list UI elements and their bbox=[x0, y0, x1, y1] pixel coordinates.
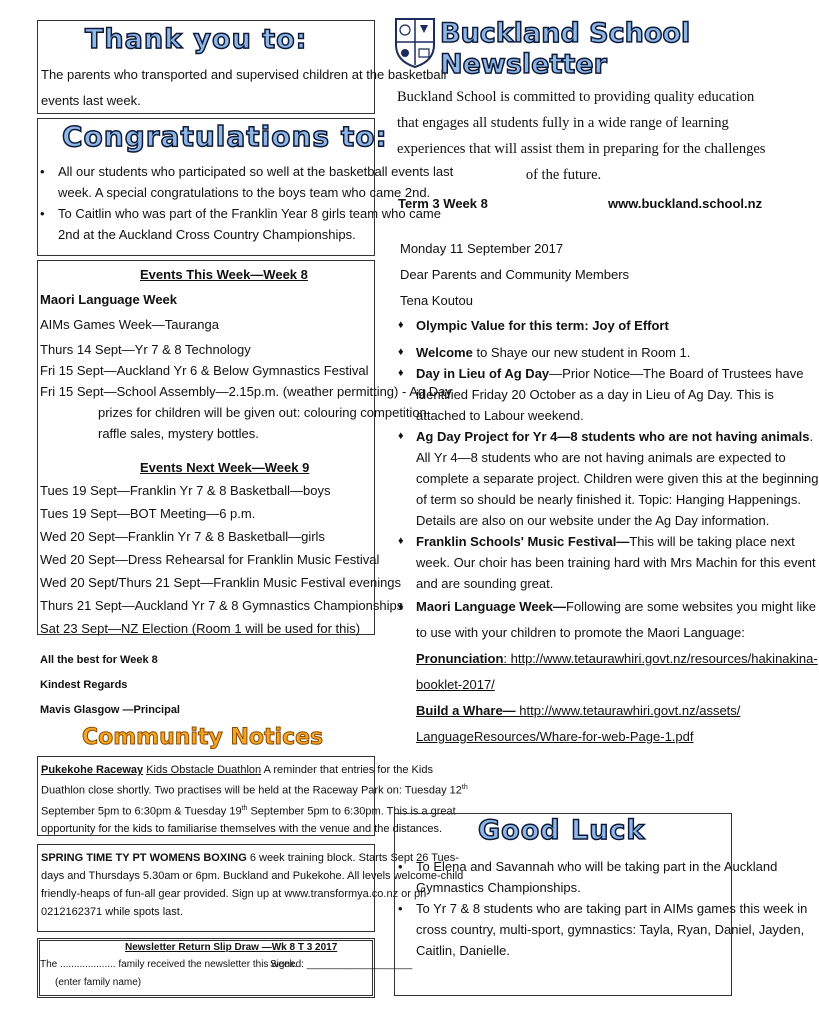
list-item: ♦ Ag Day Project for Yr 4—8 students who are not having animals. All Yr 4—8 students who are not having animals are expected to complete a separate project. Children were given this at the beginning of term so should be nearly finished it. Topic: Hanging Happenings. Details are also on our website under the Ag Day information. bbox=[398, 426, 738, 531]
notice-2-text: SPRING TIME TY PT WOMENS BOXING 6 week training block. Starts Sept 26 Tues- days and Thursdays 5.30am or 6pm. Buckland and Pukekohe. All levels welcome-child friendly-heaps of fun-all gear provided. Sign up at www.transformya.co.nz or ph 0212162371 while spots last. bbox=[41, 852, 464, 918]
list-item: ♦ Welcome to Shaye our new student in Room 1. bbox=[398, 342, 738, 363]
events-this-week: Maori Language Week AIMs Games Week—Tauranga Thurs 14 Sept—Yr 7 & 8 Technology Fri 15 Sept—Auckland Yr 6 & Below Gymnastics Festival Fri 15 Sept—School Assembly—2.15p.m. (weather permitting) - Ag Day prizes for children will be given out: colouring competition, raffle sales, mystery bottles. bbox=[40, 292, 452, 441]
events-next-week-title: Events Next Week—Week 9 bbox=[140, 460, 310, 475]
events-next-week: Tues 19 Sept—Franklin Yr 7 & 8 Basketball—boys Tues 19 Sept—BOT Meeting—6 p.m. Wed 20 Sept—Franklin Yr 7 & 8 Basketball—girls Wed 20 Sept—Dress Rehearsal for Franklin Music Festival Wed 20 Sept/Thurs 21 Sept—Franklin Music Festival evenings Thurs 21 Sept—Auckland Yr 7 & 8 Gymnastics Championships Sat 23 Sept—NZ Election (Room 1 will be used for this) bbox=[40, 483, 404, 636]
term-week: Term 3 Week 8 bbox=[398, 196, 488, 211]
letter-body: Monday 11 September 2017 Dear Parents and Community Members Tena Koutou bbox=[400, 241, 630, 308]
list-item: • All our students who participated so well at the basketball events last week. A special congratulations to the boys team who came 2nd. bbox=[40, 161, 453, 203]
pronunciation-link[interactable]: : http://www.tetaurawhiri.govt.nz/resources/hakinakina- bbox=[503, 651, 818, 666]
signoff: All the best for Week 8 Kindest Regards Mavis Glasgow —Principal bbox=[40, 654, 180, 716]
good-luck-list bbox=[398, 856, 807, 961]
community-heading: Community Notices bbox=[82, 725, 324, 750]
list-item: ♦ Maori Language Week—Following are some websites you might like to use with your children to promote the Maori Language: Pronunciation: http://www.tetaurawhiri.govt.nz/resources/hakinakina- booklet-2017/ Build a Whare— http://www.tetaurawhiri.govt.nz/assets/ LanguageResources/Whare-for-web-Page-1.pdf bbox=[398, 594, 738, 750]
congrats-heading: Congratulations to: bbox=[62, 120, 388, 153]
thank-you-text: The parents who transported and supervised children at the basketball events last week. bbox=[41, 67, 447, 108]
masthead-intro: Buckland School is committed to providing quality education that engages all students fully in a wide range of learning experiences that will assist them in preparing for the challenges of the future. bbox=[397, 89, 766, 183]
good-luck-heading: Good Luck bbox=[478, 815, 646, 846]
return-slip-hint: (enter family name) bbox=[55, 977, 142, 988]
letter-items bbox=[398, 315, 819, 750]
newsletter-title: Buckland School Newsletter bbox=[440, 18, 691, 80]
pronunciation-link-cont[interactable]: booklet-2017/ bbox=[416, 677, 495, 692]
whare-link[interactable]: http://www.tetaurawhiri.govt.nz/assets/ bbox=[515, 703, 741, 718]
return-slip-line: The .................... family received the newsletter this week. bbox=[40, 959, 298, 970]
list-item: • To Caitlin who was part of the Franklin Year 8 girls team who came 2nd at the Auckland Cross Country Championships. bbox=[40, 203, 453, 245]
thank-you-heading: Thank you to: bbox=[85, 24, 308, 55]
school-crest-logo bbox=[394, 17, 436, 69]
list-item: ♦ Olympic Value for this term: Joy of Effort bbox=[398, 315, 738, 336]
school-website-link[interactable]: www.buckland.school.nz bbox=[608, 196, 763, 211]
list-item: ♦ Day in Lieu of Ag Day—Prior Notice—The Board of Trustees have identified Friday 20 October as a day in Lieu of Ag Day. This is attached to Labour weekend. bbox=[398, 363, 738, 426]
list-item: • To Yr 7 & 8 students who are taking part in AIMs games this week in cross country, multi-sport, gymnastics: Tayla, Ryan, Daniel, Jayden, Caitlin, Danielle. bbox=[398, 898, 807, 961]
list-item: ♦ Franklin Schools' Music Festival—This will be taking place next week. Our choir has been training hard with Mrs Machin for this event and are sounding great. bbox=[398, 531, 738, 594]
return-slip-title: Newsletter Return Slip Draw —Wk 8 T 3 2017 bbox=[125, 942, 338, 953]
return-slip-signed: Signed: ___________________ bbox=[270, 959, 413, 970]
events-this-week-title: Events This Week—Week 8 bbox=[140, 267, 308, 282]
congrats-list bbox=[40, 161, 453, 245]
list-item: • To Elena and Savannah who will be taking part in the Auckland Gymnastics Championships. bbox=[398, 856, 807, 898]
notice-1-text: Pukekohe Raceway Kids Obstacle Duathlon A reminder that entries for the Kids Duathlon close shortly. Two practises will be held at the Raceway Park on: Tuesday 12th September 5pm to 6:30pm & Tuesday 19th September 5pm to 6:30pm. This is a great opportunity for the kids to familiarise themselves with the venue and the distances. bbox=[41, 764, 468, 836]
whare-link-cont[interactable]: LanguageResources/Whare-for-web-Page-1.pdf bbox=[416, 729, 694, 744]
